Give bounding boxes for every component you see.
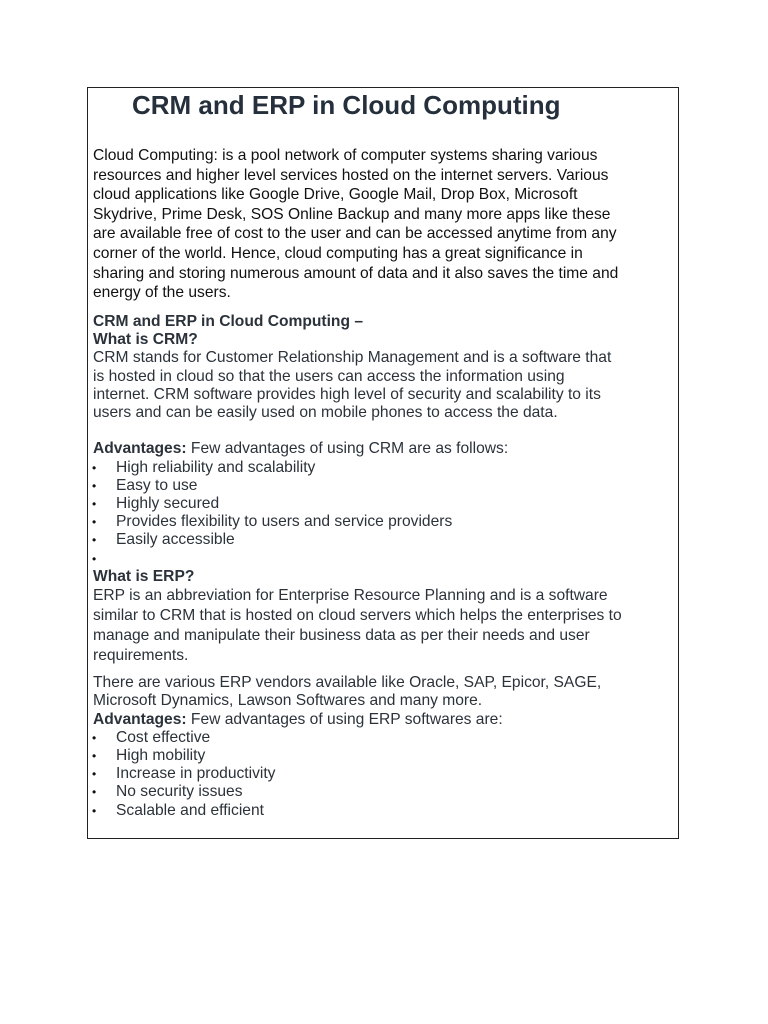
crm-line: users and can be easily used on mobile phones to access the data.: [93, 404, 558, 422]
crm-line: internet. CRM software provides high level of security and scalability to its: [93, 385, 601, 403]
erp-vendor-line: There are various ERP vendors available like Oracle, SAP, Epicor, SAGE,: [93, 674, 602, 692]
intro-line: energy of the users.: [93, 284, 231, 302]
intro-line: Cloud Computing: is a pool network of computer systems sharing various: [93, 147, 598, 164]
erp-advantages-list: [93, 729, 675, 820]
intro-line: Skydrive, Prime Desk, SOS Online Backup and many more apps like these: [93, 205, 611, 223]
intro-line: are available free of cost to the user and can be accessed anytime from any: [93, 225, 617, 243]
list-item: • Cost effective: [93, 729, 675, 747]
list-item: • Increase in productivity: [93, 765, 675, 783]
page-title: CRM and ERP in Cloud Computing: [132, 90, 561, 120]
crm-section: [93, 313, 675, 568]
crm-heading: What is CRM?: [93, 331, 198, 349]
crm-line: CRM stands for Customer Relationship Management and is a software that: [93, 349, 612, 367]
intro-line: corner of the world. Hence, cloud computing has a great significance in: [93, 244, 583, 262]
erp-advantages-intro: Advantages: Few advantages of using ERP softwares are:: [93, 710, 503, 728]
intro-line: cloud applications like Google Drive, Google Mail, Drop Box, Microsoft: [93, 186, 578, 204]
list-item: • Provides flexibility to users and service providers: [93, 513, 675, 531]
intro-term: Cloud Computing: [93, 147, 214, 164]
erp-section: [93, 568, 675, 820]
list-item: • High reliability and scalability: [93, 459, 675, 477]
list-item: • No security issues: [93, 783, 675, 801]
erp-line: requirements.: [93, 647, 189, 665]
erp-line: ERP is an abbreviation for Enterprise Resource Planning and is a software: [93, 587, 608, 605]
erp-line: similar to CRM that is hosted on cloud servers which helps the enterprises to: [93, 607, 622, 625]
crm-advantages-intro: Advantages: Few advantages of using CRM are as follows:: [93, 440, 509, 458]
erp-vendor-line: Microsoft Dynamics, Lawson Softwares and many more.: [93, 692, 483, 710]
list-item: • Scalable and efficient: [93, 802, 675, 820]
crm-line: is hosted in cloud so that the users can access the information using: [93, 367, 565, 385]
list-item: [93, 550, 675, 568]
list-item: • Easily accessible: [93, 531, 675, 549]
erp-line: manage and manipulate their business data as per their needs and user: [93, 627, 590, 645]
advantages-label: Advantages:: [93, 440, 187, 458]
advantages-label: Advantages:: [93, 710, 187, 728]
intro-paragraph: [93, 146, 675, 303]
erp-heading: What is ERP?: [93, 568, 195, 585]
crm-advantages-list: [93, 459, 675, 568]
list-item: • Highly secured: [93, 495, 675, 513]
intro-line: resources and higher level services hosted on the internet servers. Various: [93, 166, 609, 184]
section-heading: CRM and ERP in Cloud Computing –: [93, 313, 363, 330]
list-item: • Easy to use: [93, 477, 675, 495]
list-item: • High mobility: [93, 747, 675, 765]
intro-line: sharing and storing numerous amount of data and it also saves the time and: [93, 264, 619, 282]
